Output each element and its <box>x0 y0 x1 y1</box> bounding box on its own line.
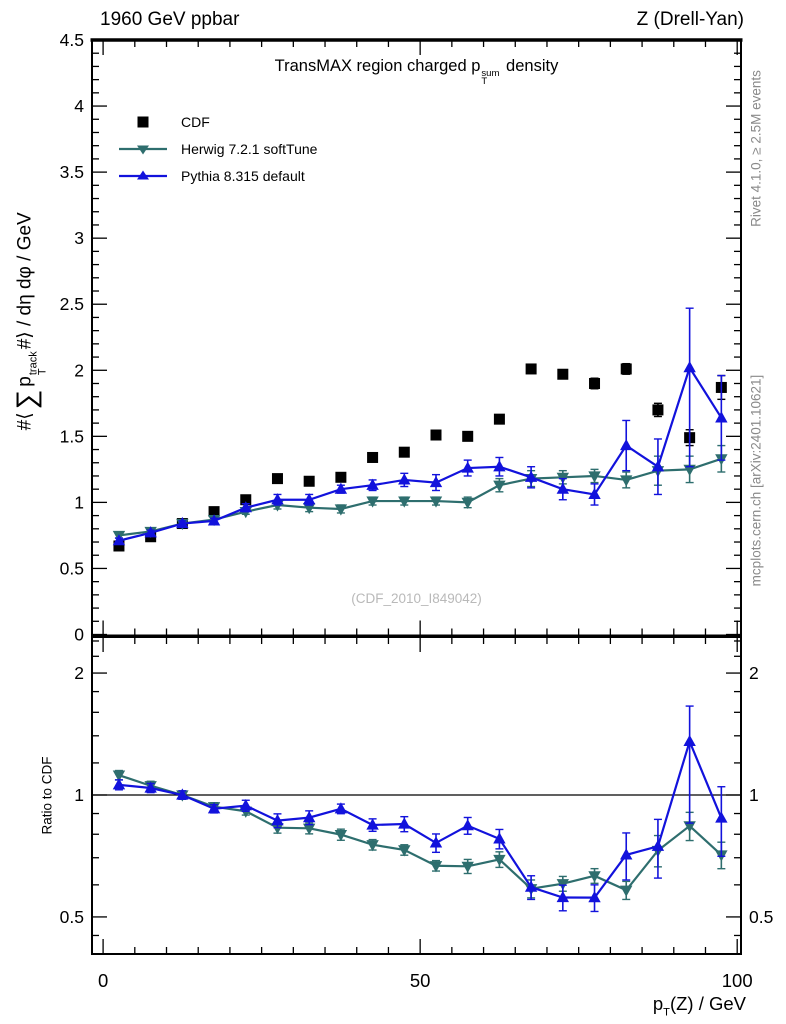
svg-text:0: 0 <box>97 970 109 991</box>
svg-text:4: 4 <box>74 96 84 117</box>
legend-item-cdf <box>118 108 317 135</box>
y-axis-label <box>11 11 48 631</box>
svg-text:2.5: 2.5 <box>59 294 84 315</box>
svg-text:3: 3 <box>74 228 84 249</box>
ratio-y-axis-label: Ratio to CDF <box>39 756 55 835</box>
svg-text:0.5: 0.5 <box>749 906 774 927</box>
y-axis-label-supsub <box>29 351 47 375</box>
x-axis-label-p: p <box>652 993 664 1014</box>
plot-title-sup: sum <box>481 67 500 79</box>
plot-title <box>92 57 741 85</box>
herwig-line-marker-icon <box>118 141 168 157</box>
y-axis-label-p: p <box>14 376 36 387</box>
x-axis-label-sub: T <box>663 1006 670 1019</box>
rivet-version-label: Rivet 4.1.0, ≥ 2.5M events <box>748 70 764 227</box>
svg-text:1: 1 <box>74 784 84 805</box>
cdf-square-marker-icon <box>118 114 168 130</box>
svg-text:4.5: 4.5 <box>59 30 84 50</box>
y-axis-label-sup: track <box>27 351 40 376</box>
svg-text:2: 2 <box>749 663 759 684</box>
main-series-layer <box>113 308 728 551</box>
svg-text:0.5: 0.5 <box>59 558 84 579</box>
svg-text:50: 50 <box>409 970 431 991</box>
svg-text:2: 2 <box>74 663 84 684</box>
analysis-watermark: (CDF_2010_I849042) <box>351 591 482 606</box>
legend-item-herwig <box>118 135 317 162</box>
svg-text:3.5: 3.5 <box>59 162 84 183</box>
mcplots-reference-label: mcplots.cern.ch [arXiv:2401.10621] <box>748 374 764 587</box>
sum-symbol: ∑ <box>10 389 42 410</box>
legend-label-cdf: CDF <box>181 113 210 130</box>
legend-label-pythia: Pythia 8.315 default <box>181 167 305 184</box>
y-axis-label-open: #⟨ <box>14 412 36 431</box>
pythia-line-marker-icon <box>118 168 168 184</box>
legend <box>118 108 317 189</box>
svg-text:100: 100 <box>721 970 753 991</box>
svg-text:0: 0 <box>74 624 84 645</box>
legend-label-herwig: Herwig 7.2.1 softTune <box>181 140 318 157</box>
legend-item-pythia <box>118 162 317 189</box>
y-axis-label-sub: T <box>36 368 49 376</box>
svg-text:1: 1 <box>74 492 84 513</box>
svg-text:0.5: 0.5 <box>59 906 84 927</box>
plot-title-sub: T <box>481 75 488 87</box>
plot-title-text: TransMAX region charged p <box>274 57 481 75</box>
x-axis-label-rest: (Z) / GeV <box>669 993 746 1014</box>
plot-title-supsub <box>481 67 500 87</box>
svg-text:1.5: 1.5 <box>59 426 84 447</box>
process-label: Z (Drell-Yan) <box>636 9 744 30</box>
ratio-series-layer <box>113 706 728 911</box>
beam-energy-label: 1960 GeV ppbar <box>100 9 240 30</box>
y-axis-label-rest: #⟩ / dη dφ / GeV <box>14 212 36 350</box>
svg-text:2: 2 <box>74 360 84 381</box>
svg-text:1: 1 <box>749 784 759 805</box>
plot-title-post: density <box>501 57 559 75</box>
x-axis-label <box>653 993 746 1019</box>
